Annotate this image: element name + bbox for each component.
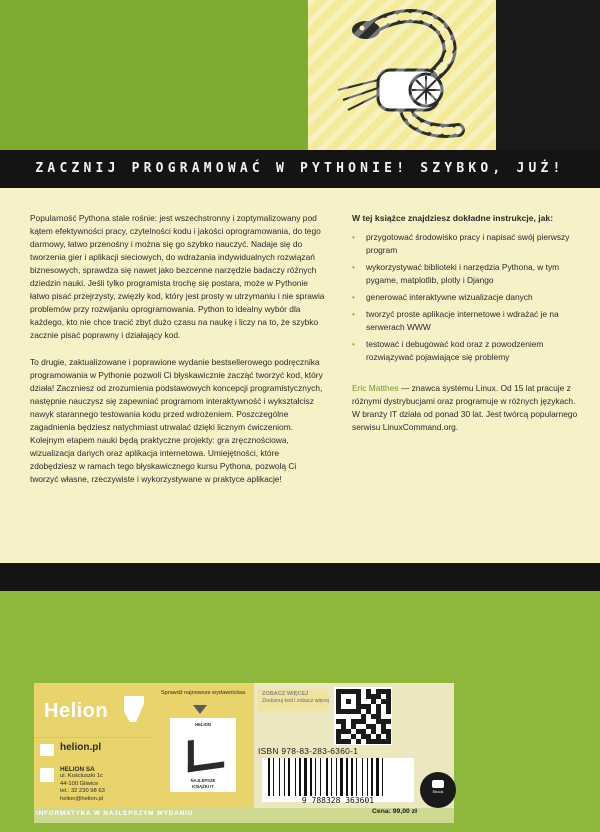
helion-logo: Helion — [44, 700, 109, 722]
scan-subtitle: Zeskanuj kod i zobacz więcej — [262, 697, 330, 704]
barcode-icon — [262, 758, 414, 805]
publisher-city: 44-100 Gliwice — [60, 780, 99, 787]
publisher-name: HELION SA — [60, 766, 95, 773]
building-icon — [40, 768, 54, 782]
features-column — [352, 212, 580, 434]
tagline-banner: ZACZNIJ PROGRAMOWAĆ W PYTHONIE! SZYBKO, JUŻ! — [0, 150, 600, 188]
feature-text: wykorzystywać biblioteki i narzędzia Pythona, w tym pygame, matplotlib, plotly i Django — [366, 262, 560, 285]
web-icon — [40, 744, 54, 756]
author-name: Eric Matthes — [352, 383, 399, 393]
scan-title: ZOBACZ WIĘCEJ — [262, 691, 309, 697]
promo-text: Sprawdź najnowsze wydawnictwa — [160, 690, 246, 696]
feature-item — [352, 261, 580, 287]
barcode-bar — [284, 758, 285, 796]
barcode-bar — [336, 758, 337, 796]
features-heading: W tej książce znajdziesz dokładne instrukcje, jak: — [352, 213, 554, 223]
barcode-bar — [376, 758, 379, 796]
bullet-icon: • — [352, 262, 355, 272]
feature-item — [352, 308, 580, 334]
publisher-phone: tel.: 32 230 98 63 — [60, 788, 105, 795]
barcode-bar — [273, 758, 274, 796]
bullet-icon: • — [352, 232, 355, 242]
intro-paragraph-2: To drugie, zaktualizowane i poprawione wydanie bestsellerowego podręcznika programowania w Pythonie pozwoli Ci błyskawicznie zacząć tworzyć kod, który działa! Zaczniesz od zrozumienia podstawowych koncepcji programistycznych, następnie nauczysz się zapewniać programom interaktywność i wykształcisz nawyk starannego testowania kodu przed wdrożeniem. Poszczególne zagadnienia będziesz natychmiast utrwalać dzięki licznym ćwiczeniom. Kolejnym etapem nauki będą praktyczne projekty: gra zręcznościowa, wizualizacja danych oraz aplikacja internetowa. Umiejętności, które zdobędziesz w ramach tego błyskawicznego kursu Pythona, pozwolą Ci tworzyć własne, rzeczywiste i wykorzystywane w praktyce aplikacje! — [30, 357, 323, 484]
barcode-bar — [299, 758, 301, 796]
bullet-icon: • — [352, 309, 355, 319]
author-bio — [352, 382, 580, 434]
feature-text: generować interaktywne wizualizacje danych — [366, 292, 533, 302]
publisher-email: helion@helion.pl — [60, 795, 103, 802]
feature-text: testować i debugować kod oraz z powodzeniem rozwiązywać pojawiające się problemy — [366, 339, 544, 362]
illustration-stripes — [308, 0, 496, 150]
barcode-bar — [331, 758, 332, 796]
qr-cell — [356, 739, 361, 744]
ebook-label: Ebook — [432, 790, 444, 794]
slogan-text: INFORMATYKA W NAJLEPSZYM WYDANIU — [36, 810, 193, 817]
bullet-icon: • — [352, 292, 355, 302]
barcode-bar — [382, 758, 383, 796]
barcode-bar — [371, 758, 373, 796]
barcode-bar — [288, 758, 290, 796]
barcode-number: 9 788328 363601 — [301, 796, 375, 805]
features-list — [352, 231, 580, 364]
feature-item — [352, 338, 580, 364]
scan-label — [262, 691, 329, 704]
promo-book-icon — [170, 718, 236, 792]
qr-cell — [386, 719, 391, 724]
author-bio-text: — znawca systemu Linux. Od 15 lat pracuje z różnymi dystrybucjami oraz programuje w różnych językach. W branży IT działa od ponad 30 lat. Jest twórcą popularnego serwisu LinuxCommand.org. — [352, 383, 578, 432]
barcode-bar — [315, 758, 316, 796]
python-illustration — [308, 0, 496, 150]
publisher-address — [60, 766, 105, 803]
barcode-bar — [320, 758, 321, 796]
qr-cell — [346, 699, 351, 704]
barcode-bar — [367, 758, 368, 796]
barcode-bar — [326, 758, 328, 796]
promo-book-caption-1: NAJLEPSZE — [190, 778, 216, 783]
qr-cell — [386, 709, 391, 714]
bullet-icon: • — [352, 339, 355, 349]
barcode-bar — [268, 758, 270, 796]
qr-cell — [346, 739, 351, 744]
barcode-bar — [295, 758, 296, 796]
intro-column — [30, 212, 326, 500]
feature-text: tworzyć proste aplikacje internetowe i wdrażać je na serwerach WWW — [366, 309, 559, 332]
publisher-street: ul. Kościuszki 1c — [60, 773, 103, 780]
top-right-panel — [496, 0, 600, 150]
arrow-down-icon — [193, 705, 207, 714]
qr-cell — [386, 739, 391, 744]
website-link[interactable]: helion.pl — [60, 742, 102, 753]
barcode-bar — [340, 758, 343, 796]
camera-icon — [432, 780, 444, 788]
barcode-bar — [304, 758, 307, 796]
barcode-bar — [356, 758, 357, 796]
body-panel — [0, 188, 600, 563]
feature-item — [352, 231, 580, 257]
barcode-bar — [351, 758, 353, 796]
barcode-bar — [346, 758, 348, 796]
barcode-bar — [362, 758, 363, 796]
feature-text: przygotować środowisko pracy i napisać swój pierwszy program — [366, 232, 570, 255]
price-label: Cena: 99,00 zł — [372, 808, 417, 815]
barcode-bar — [310, 758, 312, 796]
top-left-panel — [0, 0, 308, 150]
barcode-bar — [279, 758, 280, 796]
check-icon — [188, 736, 224, 773]
feature-item — [352, 291, 580, 304]
qr-code-icon[interactable] — [334, 687, 392, 745]
promo-book-brand: HELION — [195, 722, 211, 727]
isbn-text: ISBN 978-83-283-6360-1 — [258, 746, 359, 756]
intro-paragraph-1: Popularność Pythona stale rośnie: jest wszechstronny i zoptymalizowany pod kątem efektywności pracy, czytelności kodu i jakości oprogramowania, do tego darmowy, łatwo przenośny i można się go szybko nauczyć. Nadaje się do tworzenia gier i aplikacji sieciowych, do wdrażania indywidualnych rozwiązań biznesowych, sprawdza się nawet jako bezcenne narzędzie badaczy różnych dziedzin nauki. Jeśli tylko programista trochę się postara, może w Pythonie łatwo pisać przejrzysty, zwięzły kod, który jest prosty w utrzymaniu i nie sprawia problemów przy rozwijaniu oprogramowania. Python to idealny wybór dla każdego, kto nie chce tracić zbyt dużo czasu na naukę i liczy na to, że szybko zacznie pisać poprawny i działający kod. — [30, 213, 325, 340]
promo-book-caption-2: KSIĄŻKI IT — [192, 784, 214, 789]
